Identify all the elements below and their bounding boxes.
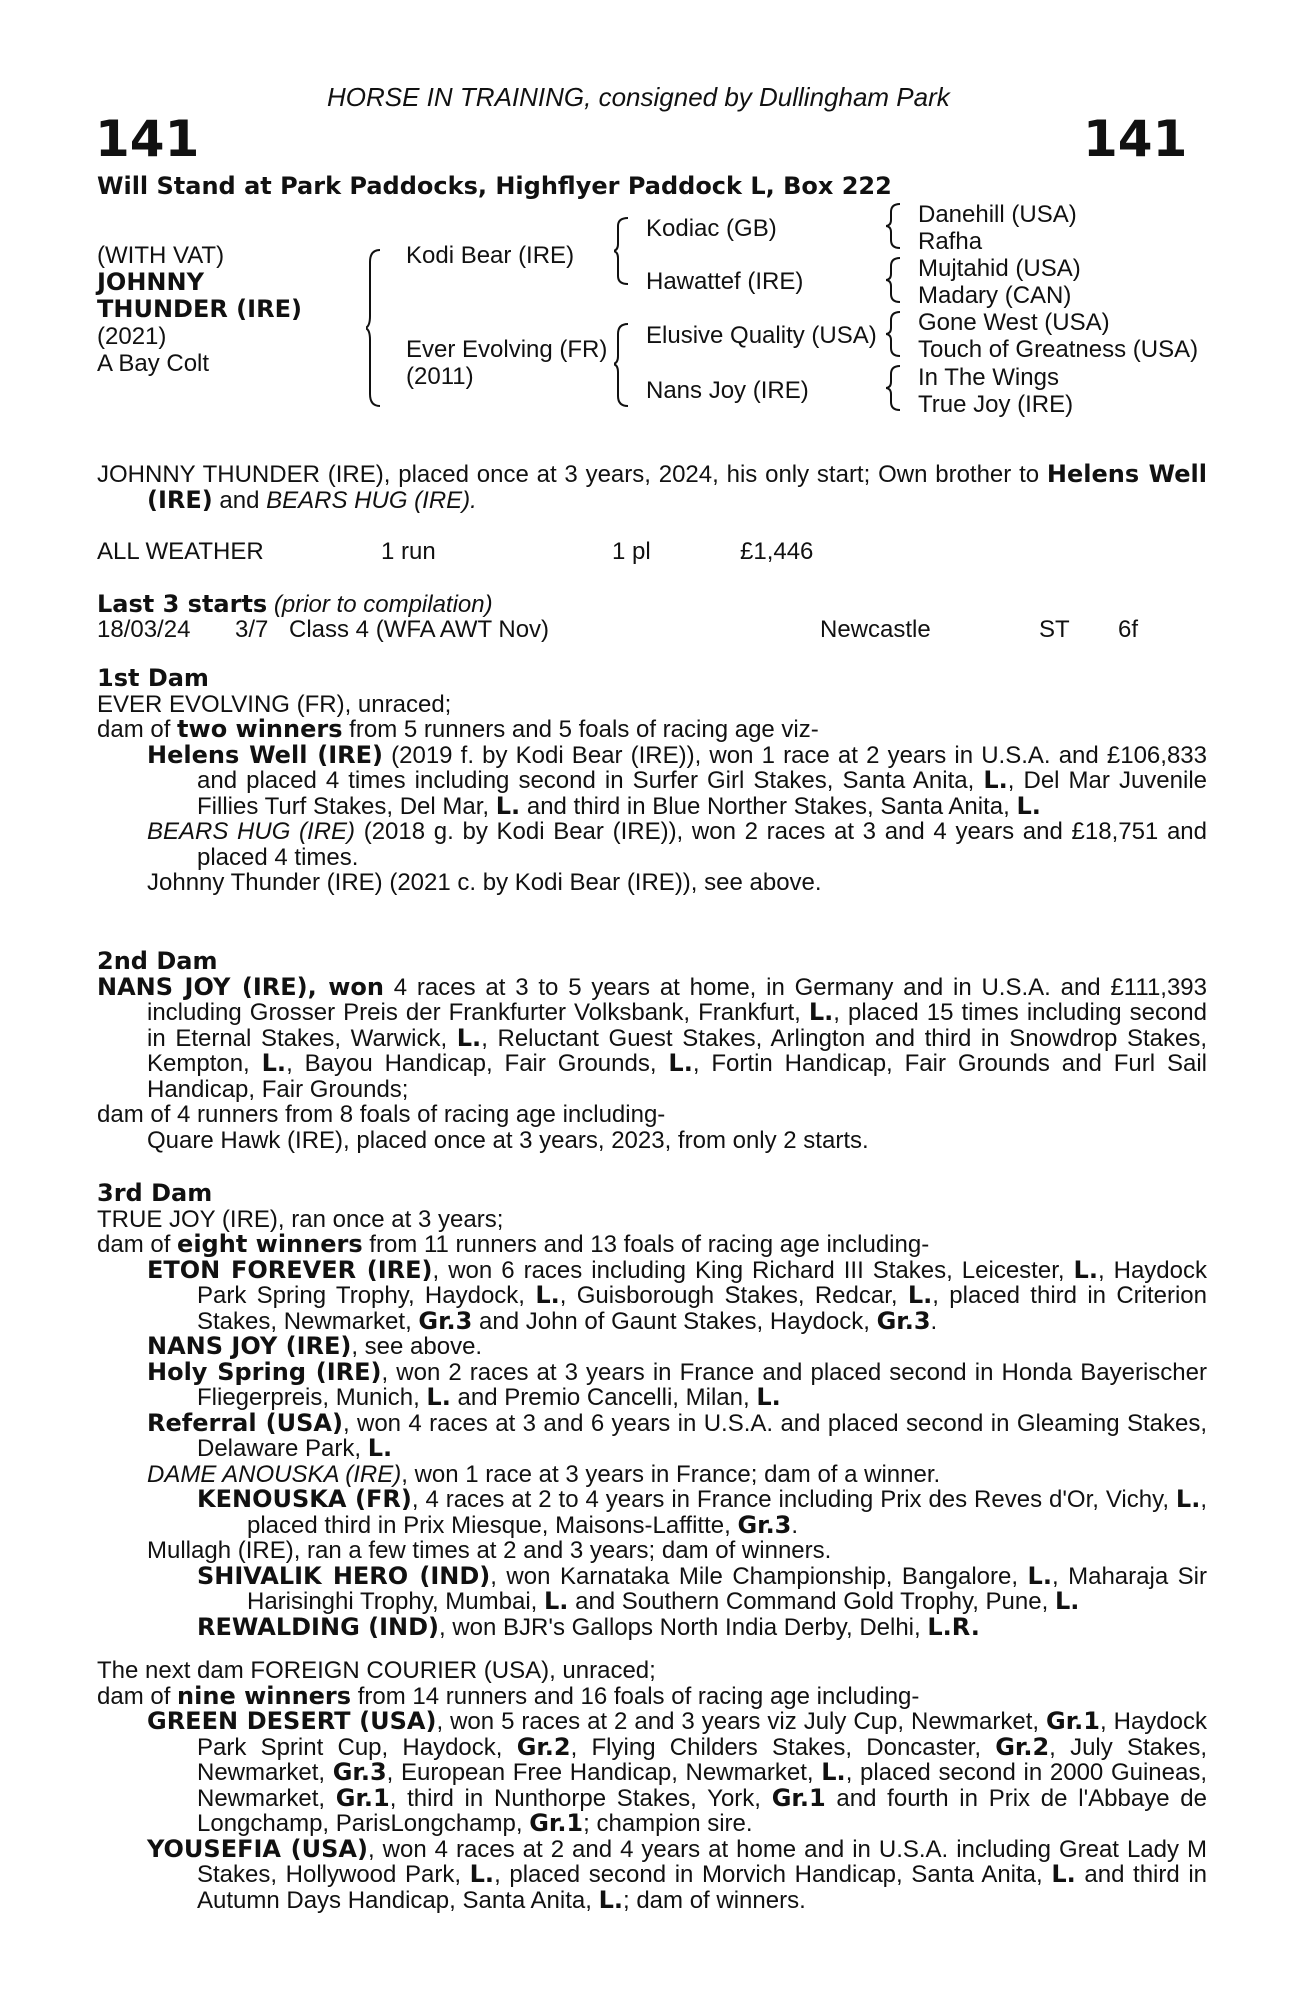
- pedigree-sss: Danehill (USA): [918, 201, 1077, 228]
- pedigree-dam-dam: Nans Joy (IRE): [646, 377, 809, 404]
- third-dam-line: TRUE JOY (IRE), ran once at 3 years;: [97, 1205, 504, 1233]
- listed-badge: L.: [1016, 791, 1041, 820]
- entry-text: , Haydock Park Spring Trophy, Haydock,: [197, 1256, 1208, 1309]
- first-dam-entry-2: [147, 819, 1207, 870]
- listed-badge: L.: [544, 1587, 569, 1615]
- third-dam-entry-shivalik: [197, 1561, 1208, 1615]
- next-dam-section: [97, 1658, 1207, 1913]
- entry-name: Holy Spring (IRE): [147, 1357, 382, 1386]
- listed-badge: L.: [1027, 1561, 1052, 1590]
- entry-name: KENOUSKA (FR): [197, 1485, 412, 1513]
- entry-text: and John of Gaunt Stakes, Haydock,: [472, 1307, 877, 1335]
- second-dam-entry-1: Quare Hawk (IRE), placed once at 3 years, 2023, from only 2 starts.: [147, 1126, 869, 1154]
- pedigree-sds: Mujtahid (USA): [918, 255, 1081, 282]
- start-distance: 6f: [1118, 616, 1139, 643]
- entry-text: , won BJR's Gallops North India Derby, Delhi,: [439, 1613, 928, 1641]
- listed-badge: L.R.: [927, 1612, 980, 1641]
- group-badge: Gr.1: [1046, 1707, 1100, 1735]
- third-dam-entry-dameanouska: [147, 1462, 1207, 1488]
- stats-surface: ALL WEATHER: [97, 538, 264, 565]
- group-badge: Gr.3: [418, 1306, 473, 1335]
- last-starts-heading: [97, 590, 493, 619]
- entry-text: , won 1 race at 3 years in France; dam of a winner.: [401, 1460, 941, 1488]
- entry-name: YOUSEFIA (USA): [147, 1834, 368, 1863]
- listed-badge: L.: [1054, 1587, 1080, 1615]
- first-dam-text: dam of: [97, 716, 178, 743]
- first-dam-section: [97, 666, 1207, 896]
- entry-text: and Southern Command Gold Trophy, Pune,: [568, 1588, 1055, 1615]
- second-dam-section: [97, 949, 1207, 1153]
- listed-badge: L.: [668, 1049, 693, 1077]
- first-dam-entry-1: [147, 740, 1207, 820]
- listed-badge: L.: [808, 998, 834, 1026]
- listed-badge: L.: [983, 766, 1008, 794]
- entry-text: , placed third in Criterion Stakes, Newmarket,: [197, 1282, 1208, 1335]
- group-badge: Gr.1: [335, 1783, 390, 1812]
- entry-text: , Haydock Park Sprint Cup, Haydock,: [197, 1708, 1207, 1761]
- pedigree-dds: In The Wings: [918, 364, 1059, 391]
- listed-badge: L.: [756, 1383, 781, 1411]
- third-dam-heading: 3rd Dam: [97, 1179, 213, 1207]
- entry-text: , see above.: [351, 1333, 483, 1360]
- entry-text: and third in Blue Norther Stakes, Santa Anita,: [520, 792, 1017, 820]
- entry-name: BEARS HUG (IRE): [147, 818, 356, 845]
- pedigree-brace-sire: [614, 216, 634, 286]
- entry-name: DAME ANOUSKA (IRE): [147, 1460, 402, 1488]
- entry-text: , placed second in 2000 Guineas, Newmarket,: [197, 1759, 1208, 1812]
- second-dam-heading: 2nd Dam: [97, 947, 218, 975]
- entry-text: , July Stakes, Newmarket,: [197, 1733, 1208, 1786]
- stats-earnings: £1,446: [740, 538, 814, 565]
- entry-text: , placed third in Prix Miesque, Maisons-Laffitte,: [247, 1486, 1208, 1539]
- listed-badge: L.: [426, 1383, 451, 1411]
- pedigree-brace-kodiac: [886, 202, 906, 250]
- pedigree-brace-dam: [614, 322, 634, 408]
- pedigree-dss: Gone West (USA): [918, 309, 1110, 336]
- entry-text: , third in Nunthorpe Stakes, York,: [389, 1784, 772, 1812]
- entry-text: and Premio Cancelli, Milan,: [450, 1384, 757, 1411]
- start-course: Newcastle: [820, 616, 931, 643]
- pedigree-dam-year: (2011): [406, 363, 474, 390]
- entry-name: ETON FOREVER (IRE): [147, 1255, 433, 1284]
- start-surface: ST: [1039, 616, 1070, 643]
- second-dam-line: dam of 4 runners from 8 foals of racing age including-: [97, 1101, 666, 1128]
- entry-text: ; champion sire.: [583, 1810, 753, 1837]
- last-starts-note: (prior to compilation): [273, 591, 493, 618]
- start-position: 3/7: [235, 616, 269, 643]
- intro-paragraph: [97, 462, 1207, 513]
- third-dam-entry-rewalding: [197, 1612, 1207, 1641]
- entry-text: , Flying Childers Stakes, Doncaster,: [570, 1733, 996, 1761]
- second-dam-record: [97, 972, 1208, 1103]
- start-date: 18/03/24: [97, 616, 191, 643]
- first-dam-text-2: from 5 runners and 5 foals of racing age viz-: [342, 716, 819, 743]
- group-badge: Gr.3: [737, 1510, 792, 1539]
- intro-sibling-italic: BEARS HUG (IRE).: [266, 486, 477, 514]
- entry-text: , won 4 races at 3 and 6 years in U.S.A. and placed second in Gleaming Stakes, Delaware Park,: [197, 1409, 1207, 1462]
- horse-name-line2: THUNDER (IRE): [97, 295, 302, 323]
- entry-text: , Maharaja Sir Harisinghi Trophy, Mumbai,: [247, 1562, 1208, 1615]
- listed-badge: L.: [1073, 1255, 1098, 1284]
- entry-name: Referral (USA): [147, 1408, 343, 1437]
- third-dam-text: dam of: [97, 1231, 178, 1258]
- pedigree-ssd: Rafha: [918, 228, 983, 255]
- pedigree-dsd: Touch of Greatness (USA): [918, 336, 1199, 363]
- horse-description: A Bay Colt: [97, 350, 210, 377]
- intro-sibling-bold: Helens Well (IRE): [147, 460, 1208, 514]
- horse-name-line1: JOHNNY: [97, 268, 204, 296]
- third-dam-section: [97, 1181, 1207, 1640]
- group-badge: Gr.1: [529, 1809, 584, 1837]
- entry-name: Helens Well (IRE): [147, 740, 383, 769]
- listed-badge: L.: [367, 1434, 393, 1462]
- entry-text: , Bayou Handicap, Fair Grounds,: [286, 1050, 669, 1077]
- entry-text: , won 2 races at 3 years in France and placed second in Honda Bayerischer Fliegerpreis, Munich,: [197, 1358, 1207, 1411]
- third-dam-text-2: from 11 runners and 13 foals of racing age including-: [362, 1231, 930, 1258]
- group-badge: Gr.1: [771, 1783, 826, 1812]
- entry-text: , Fortin Handicap, Fair Grounds and Furl Sail Handicap, Fair Grounds;: [147, 1050, 1207, 1103]
- entry-text: , Guisborough Stakes, Redcar,: [559, 1282, 908, 1309]
- third-dam-entry-mullagh: Mullagh (IRE), ran a few times at 2 and 3 years; dam of winners.: [147, 1537, 832, 1564]
- listed-badge: L.: [1051, 1860, 1076, 1888]
- group-badge: Gr.2: [516, 1732, 571, 1761]
- entry-text: .: [791, 1511, 799, 1539]
- intro-text-2: and: [212, 486, 267, 514]
- entry-name: REWALDING (IND): [197, 1612, 440, 1641]
- entry-text: , won 4 races at 2 and 4 years at home and in U.S.A. including Great Lady M Stakes, Hollywood Park,: [197, 1835, 1207, 1888]
- listed-badge: L.: [535, 1281, 560, 1309]
- pedigree-sire: Kodi Bear (IRE): [406, 242, 575, 269]
- intro-text: JOHNNY THUNDER (IRE), placed once at 3 years, 2024, his only start; Own brother to: [97, 461, 1047, 488]
- entry-name: NANS JOY (IRE), won: [97, 972, 384, 1001]
- pedigree-sire-dam: Hawattef (IRE): [646, 268, 804, 295]
- entry-text: , European Free Handicap, Newmarket,: [386, 1759, 822, 1786]
- entry-text: , won 6 races including King Richard III Stakes, Leicester,: [432, 1256, 1074, 1284]
- lot-number-left: 141: [95, 110, 200, 168]
- third-dam-entry-kenouska: [197, 1487, 1207, 1538]
- listed-badge: L.: [495, 791, 521, 820]
- vat-label: (WITH VAT): [97, 242, 225, 269]
- entry-text: .: [930, 1307, 938, 1335]
- last-starts-title: Last 3 starts: [97, 590, 268, 618]
- first-dam-entry-3: Johnny Thunder (IRE) (2021 c. by Kodi Bear (IRE)), see above.: [147, 869, 822, 896]
- third-dam-entry-eton: [147, 1255, 1208, 1335]
- entry-text: and third in Autumn Days Handicap, Santa Anita,: [197, 1861, 1208, 1914]
- entry-text: , placed second in Morvich Handicap, Santa Anita,: [494, 1861, 1052, 1888]
- third-dam-entry-nansjoy: [147, 1334, 1207, 1360]
- pedigree-dam: Ever Evolving (FR): [406, 336, 608, 363]
- entry-name: NANS JOY (IRE): [147, 1332, 352, 1360]
- page-header: HORSE IN TRAINING, consigned by Dullingham Park: [327, 82, 950, 112]
- third-dam-entry-holyspring: [147, 1357, 1207, 1411]
- entry-text: , won Karnataka Mile Championship, Bangalore,: [490, 1562, 1028, 1590]
- pedigree-brace-main: [366, 248, 386, 408]
- listed-badge: L.: [261, 1049, 287, 1077]
- first-dam-line: EVER EVOLVING (FR), unraced;: [97, 690, 452, 718]
- entry-name: GREEN DESERT (USA): [147, 1707, 437, 1735]
- group-badge: Gr.3: [332, 1758, 387, 1786]
- first-dam-winners: two winners: [177, 715, 343, 743]
- next-dam-text: dam of: [97, 1682, 178, 1710]
- next-dam-winners: nine winners: [177, 1681, 352, 1710]
- entry-text: , 4 races at 2 to 4 years in France including Prix des Reves d'Or, Vichy,: [411, 1486, 1176, 1513]
- entry-text: ; dam of winners.: [623, 1886, 806, 1914]
- entry-text: , won 5 races at 2 and 3 years viz July Cup, Newmarket,: [436, 1708, 1047, 1735]
- entry-text: (2019 f. by Kodi Bear (IRE)), won 1 race at 2 years in U.S.A. and £106,833 and placed 4 times including second in Surfer Girl Stakes, Santa Anita,: [197, 741, 1207, 794]
- next-dam-text-2: from 14 runners and 16 foals of racing age including-: [351, 1682, 920, 1710]
- entry-text: , placed 15 times including second in Eternal Stakes, Warwick,: [147, 999, 1207, 1052]
- stand-location: Will Stand at Park Paddocks, Highflyer Paddock L, Box 222: [97, 172, 892, 200]
- pedigree-sire-sire: Kodiac (GB): [646, 215, 777, 242]
- listed-badge: L.: [456, 1023, 482, 1052]
- entry-name: SHIVALIK HERO (IND): [197, 1561, 491, 1590]
- entry-text: (2018 g. by Kodi Bear (IRE)), won 2 races at 3 and 4 years and £18,751 and placed 4 times.: [197, 818, 1208, 871]
- stats-runs: 1 run: [381, 538, 436, 565]
- next-dam-line: The next dam FOREIGN COURIER (USA), unraced;: [97, 1657, 656, 1684]
- entry-text: and fourth in Prix de l'Abbaye de Longchamp, ParisLongchamp,: [197, 1784, 1207, 1837]
- group-badge: Gr.2: [995, 1732, 1050, 1761]
- pedigree-brace-nansjoy: [886, 364, 906, 412]
- pedigree-sdd: Madary (CAN): [918, 282, 1072, 309]
- third-dam-entry-referral: [147, 1408, 1207, 1462]
- third-dam-winners: eight winners: [177, 1230, 363, 1258]
- listed-badge: L.: [1175, 1485, 1201, 1513]
- entry-text: 4 races at 3 to 5 years at home, in Germany and in U.S.A. and £111,393 including Grosser Preis der Frankfurter Volksbank, Frankfurt,: [147, 973, 1208, 1026]
- first-dam-heading: 1st Dam: [97, 664, 209, 692]
- horse-year: (2021): [97, 323, 167, 350]
- listed-badge: L.: [598, 1885, 623, 1914]
- group-badge: Gr.3: [876, 1306, 931, 1335]
- pedigree-dam-sire: Elusive Quality (USA): [646, 322, 877, 349]
- lot-number-right: 141: [1083, 110, 1188, 168]
- stats-placed: 1 pl: [612, 538, 651, 565]
- pedigree-ddd: True Joy (IRE): [918, 391, 1074, 418]
- listed-badge: L.: [907, 1281, 933, 1309]
- entry-text: , Reluctant Guest Stakes, Arlington and third in Snowdrop Stakes, Kempton,: [147, 1024, 1207, 1077]
- listed-badge: L.: [821, 1758, 846, 1786]
- start-race: Class 4 (WFA AWT Nov): [289, 616, 550, 643]
- next-dam-entry-yousefia: [147, 1834, 1208, 1914]
- entry-text: , Del Mar Juvenile Fillies Turf Stakes, Del Mar,: [197, 767, 1207, 820]
- next-dam-entry-greendesert: [147, 1709, 1207, 1837]
- pedigree-brace-elusive: [886, 310, 906, 358]
- pedigree-brace-hawattef: [886, 256, 906, 304]
- listed-badge: L.: [469, 1860, 495, 1888]
